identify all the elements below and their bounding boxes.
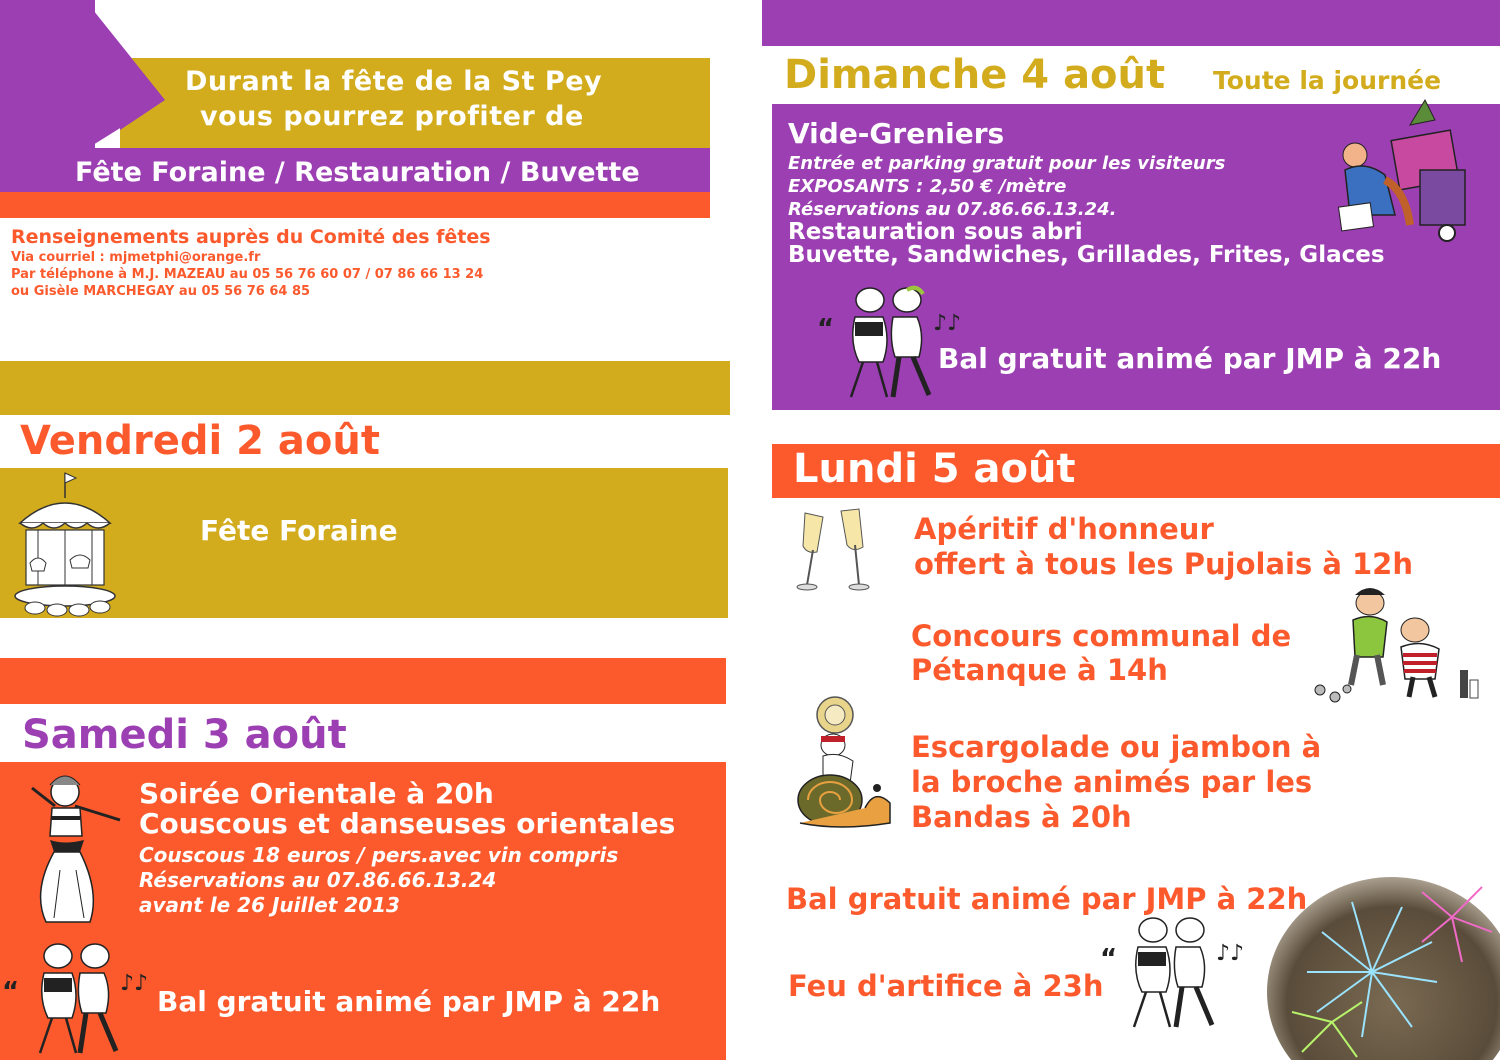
escargolade-line-2: la broche animés par les [911,765,1313,799]
vide-greniers-title: Vide-Greniers [788,117,1005,150]
vide-greniers-exposants: EXPOSANTS : 2,50 € /mètre [788,176,1067,197]
sunday-title: Dimanche 4 août [784,52,1166,98]
aperitif-line-2: offert à tous les Pujolais à 12h [914,547,1414,581]
vide-greniers-reservations: Réservations au 07.86.66.13.24. [788,199,1117,220]
intro-line-1: Durant la fête de la St Pey [185,66,603,97]
svg-text:♪♪: ♪♪ [1216,941,1245,966]
intro-line-2: vous pourrez profiter de [200,101,584,132]
svg-text:♪♪: ♪♪ [933,311,962,336]
aperitif-line-1: Apéritif d'honneur [914,512,1214,546]
belly-dancer-icon [20,770,130,925]
escargolade-line-1: Escargolade ou jambon à [911,730,1322,764]
dancing-couple-icon [0,938,150,1060]
svg-text:“: “ [1100,944,1118,974]
snail-musician-icon [795,690,905,830]
saturday-line-1: Soirée Orientale à 20h [139,777,494,810]
monday-title: Lundi 5 août [793,446,1076,492]
sunday-top-band [762,0,1500,46]
carousel-icon [10,468,120,618]
intro-orange-band [0,192,710,218]
dancing-couple-icon [1098,912,1248,1034]
svg-text:“: “ [2,977,20,1007]
petanque-players-icon [1305,585,1485,710]
intro-arrow-tip [0,0,170,150]
flea-market-icon [1335,95,1485,245]
contact-phone-2: ou Gisèle MARCHEGAY au 05 56 76 64 85 [11,284,311,299]
sunday-subtitle: Toute la journée [1213,66,1442,95]
contact-email: Via courriel : mjmetphi@orange.fr [11,250,261,265]
saturday-deadline: avant le 26 Juillet 2013 [139,893,400,917]
vide-greniers-entry: Entrée et parking gratuit pour les visiteurs [788,153,1226,174]
svg-text:“: “ [817,314,835,344]
sunday-restauration: Restauration sous abri [788,219,1083,245]
feu-artifice: Feu d'artifice à 23h [788,969,1104,1003]
sunday-menu: Buvette, Sandwiches, Grillades, Frites, Glaces [788,242,1385,268]
saturday-line-2: Couscous et danseuses orientales [139,807,676,840]
friday-event: Fête Foraine [200,514,398,547]
saturday-title: Samedi 3 août [22,712,347,758]
svg-text:♪♪: ♪♪ [120,971,149,996]
contact-title: Renseignements auprès du Comité des fêtes [11,226,491,248]
petanque-line-2: Pétanque à 14h [911,653,1168,687]
contact-phone: Par téléphone à M.J. MAZEAU au 05 56 76 60 07 / 07 86 66 13 24 [11,267,484,282]
friday-top-band [0,361,730,415]
saturday-bal: Bal gratuit animé par JMP à 22h [157,985,661,1018]
attractions-text: Fête Foraine / Restauration / Buvette [75,157,640,188]
petanque-line-1: Concours communal de [911,619,1292,653]
friday-title: Vendredi 2 août [20,418,380,464]
saturday-price: Couscous 18 euros / pers.avec vin compris [139,843,619,867]
sunday-bal: Bal gratuit animé par JMP à 22h [938,342,1442,375]
monday-bal: Bal gratuit animé par JMP à 22h [786,882,1308,916]
saturday-reservation: Réservations au 07.86.66.13.24 [139,868,497,892]
fireworks-icon [1262,862,1500,1060]
champagne-glasses-icon [795,505,875,595]
saturday-top-band [0,658,726,704]
escargolade-line-3: Bandas à 20h [911,800,1132,834]
